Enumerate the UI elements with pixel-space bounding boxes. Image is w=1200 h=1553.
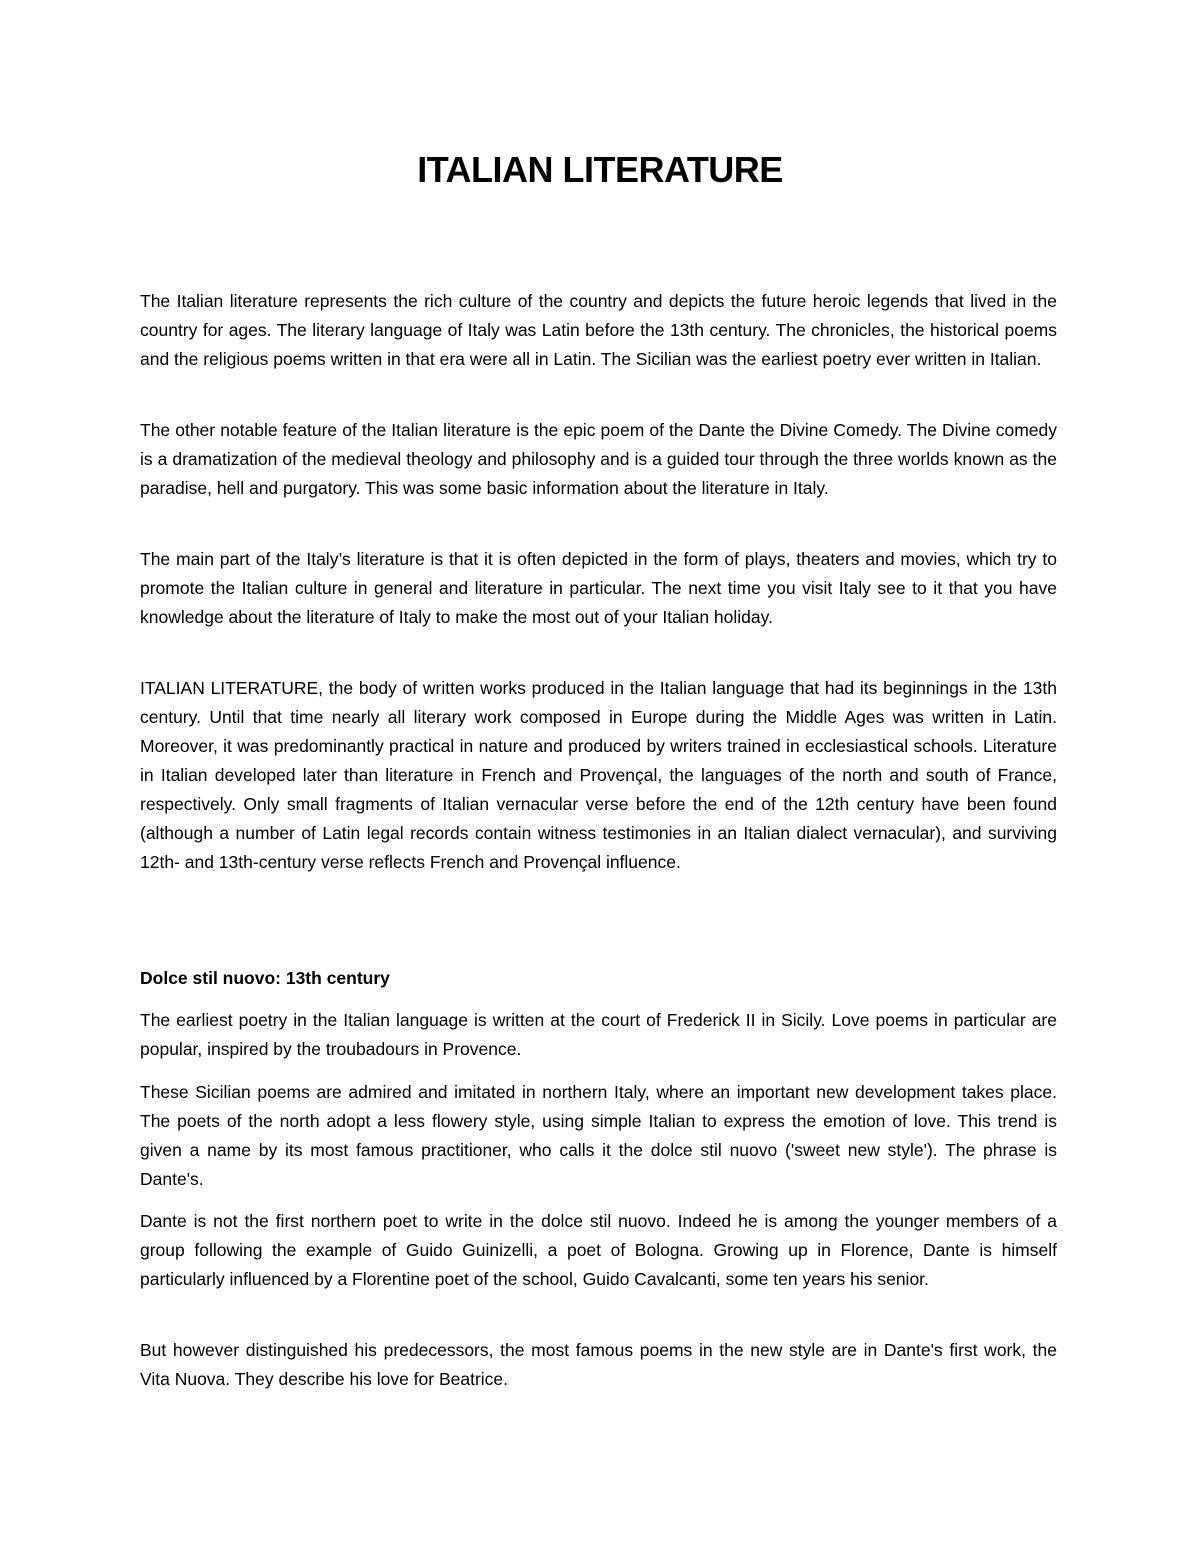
- section-paragraph-1: The earliest poetry in the Italian language is written at the court of Frederick II in Sicily. Love poems in particular are popular, inspired by the troubadours in Provence.: [140, 1010, 1057, 1059]
- section-heading: Dolce stil nuovo: 13th century: [140, 968, 390, 988]
- document-title: ITALIAN LITERATURE: [417, 149, 783, 190]
- section-paragraph-4: But however distinguished his predecessors, the most famous poems in the new style are in Dante's first work, the Vita Nuova. They describe his love for Beatrice.: [140, 1340, 1057, 1389]
- paragraph-2: The other notable feature of the Italian literature is the epic poem of the Dante the Divine Comedy. The Divine comedy is a dramatization of the medieval theology and philosophy and is a guided tour through the three worlds known as the paradise, hell and purgatory. This was some basic information about the literature in Italy.: [140, 420, 1057, 498]
- section-paragraph-3: Dante is not the first northern poet to write in the dolce stil nuovo. Indeed he is among the younger members of a group following the example of Guido Guinizelli, a poet of Bologna. Growing up in Florence, Dante is himself particularly influenced by a Florentine poet of the school, Guido Cavalcanti, some ten years his senior.: [140, 1211, 1057, 1289]
- paragraph-3: The main part of the Italy’s literature is that it is often depicted in the form of plays, theaters and movies, which try to promote the Italian culture in general and literature in particular. The next time you visit Italy see to it that you have knowledge about the literature of Italy to make the most out of your Italian holiday.: [140, 549, 1057, 627]
- section-paragraph-2: These Sicilian poems are admired and imitated in northern Italy, where an important new development takes place. The poets of the north adopt a less flowery style, using simple Italian to express the emotion of love. This trend is given a name by its most famous practitioner, who calls it the dolce stil nuovo ('sweet new style'). The phrase is Dante's.: [140, 1082, 1057, 1189]
- paragraph-4: ITALIAN LITERATURE, the body of written works produced in the Italian language that had its beginnings in the 13th century. Until that time nearly all literary work composed in Europe during the Middle Ages was written in Latin. Moreover, it was predominantly practical in nature and produced by writers trained in ecclesiastical schools. Literature in Italian developed later than literature in French and Provençal, the languages of the north and south of France, respectively. Only small fragments of Italian vernacular verse before the end of the 12th century have been found (although a number of Latin legal records contain witness testimonies in an Italian dialect vernacular), and surviving 12th- and 13th-century verse reflects French and Provençal influence.: [140, 678, 1057, 872]
- paragraph-1: The Italian literature represents the rich culture of the country and depicts the future heroic legends that lived in the country for ages. The literary language of Italy was Latin before the 13th century. The chronicles, the historical poems and the religious poems written in that era were all in Latin. The Sicilian was the earliest poetry ever written in Italian.: [140, 291, 1057, 369]
